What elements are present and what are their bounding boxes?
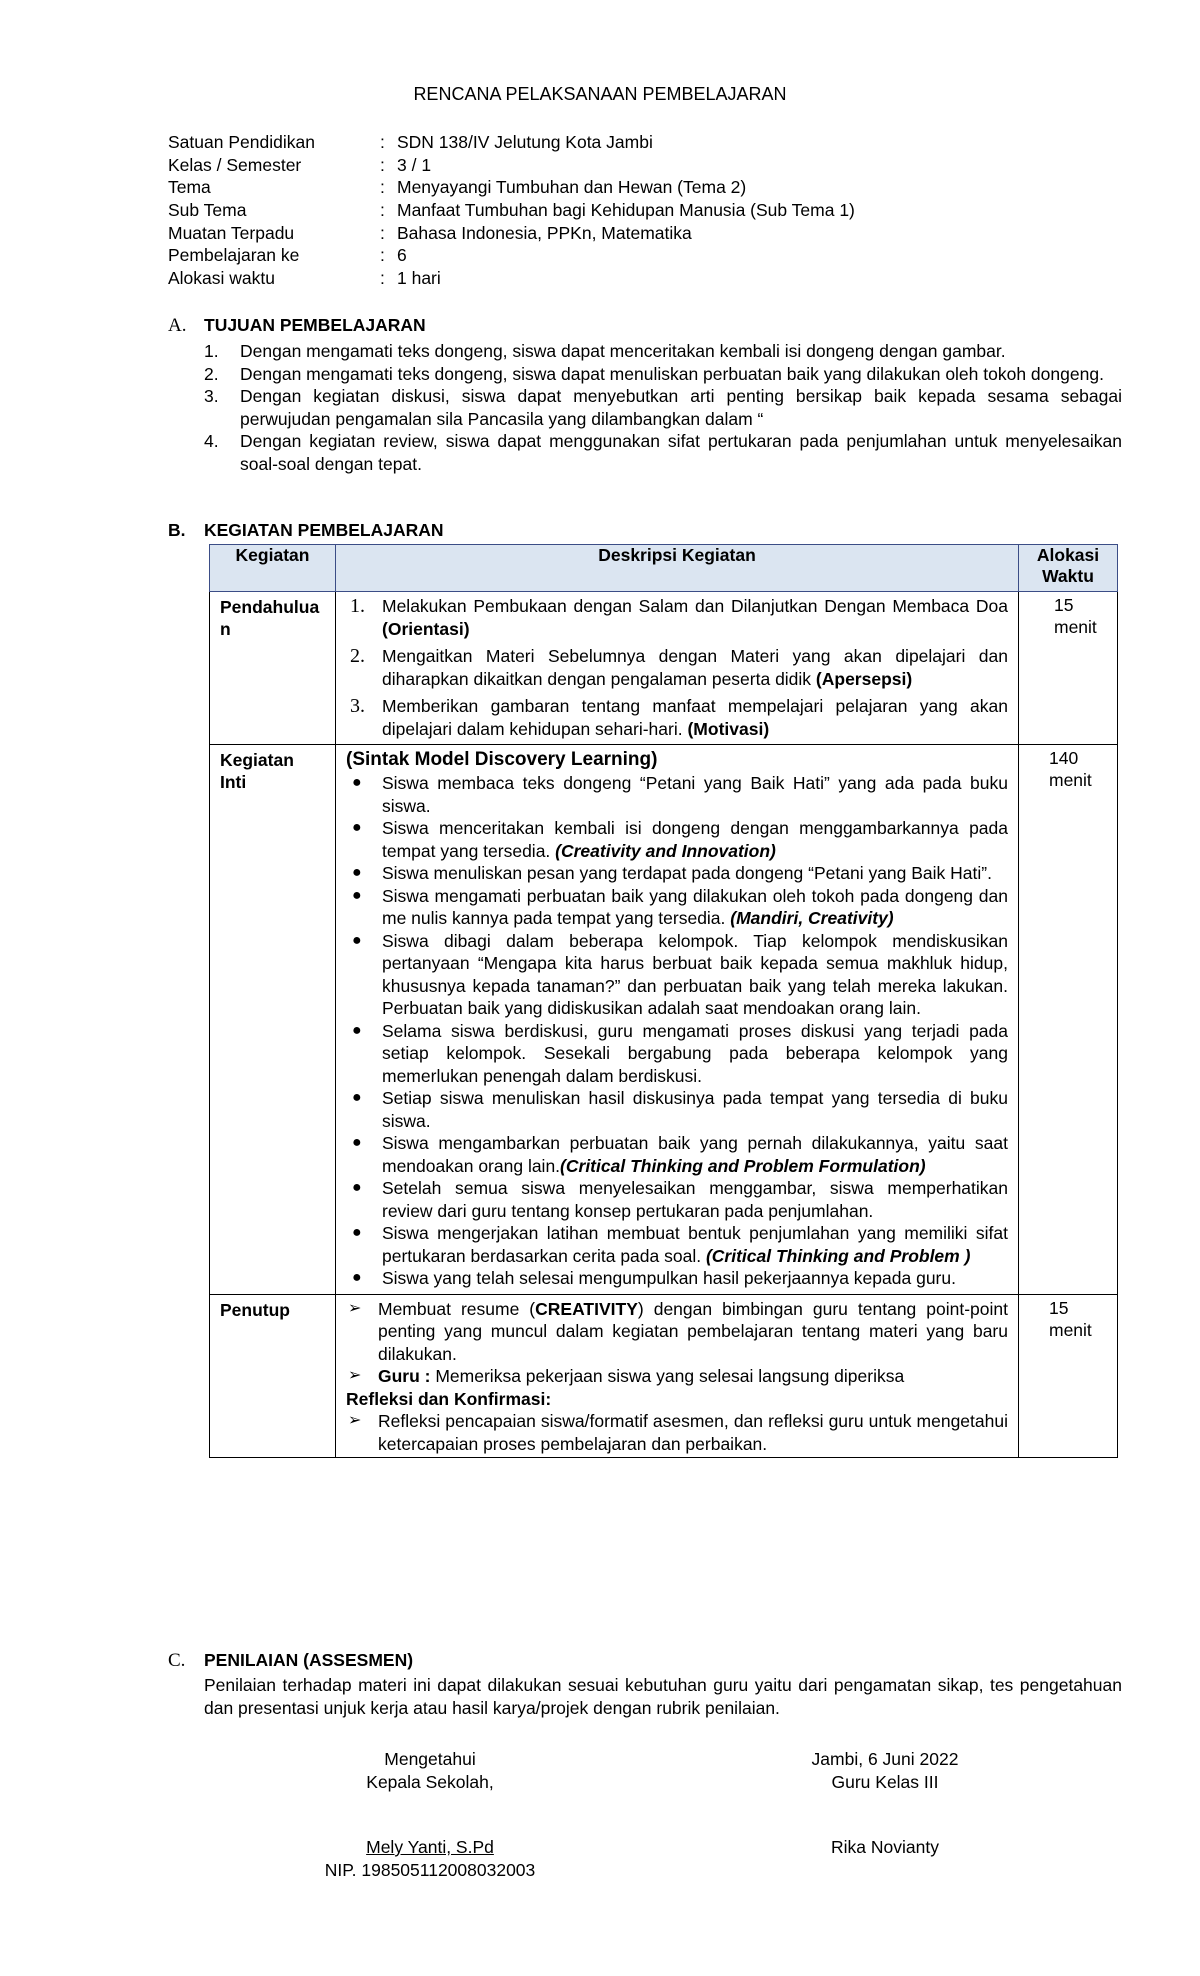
refleksi-heading: Refleksi dan Konfirmasi: (346, 1388, 552, 1409)
list-item: 1. Dengan mengamati teks dongeng, siswa dapat menceritakan kembali isi dongeng dengan gambar. (204, 341, 1006, 361)
list-item: ➢ Guru : Memeriksa pekerjaan siswa yang selesai langsung diperiksa (348, 1366, 905, 1386)
list-item: ● Siswa menceritakan kembali isi dongeng dengan menggambarkannya pada tempat yang tersedia. (Creativity and Innovation) (352, 818, 1008, 861)
identity-label: Alokasi waktu (168, 268, 275, 289)
identity-row: Tema : Menyayangi Tumbuhan dan Hewan (Tema 2) (168, 177, 747, 198)
identity-row: Muatan Terpadu : Bahasa Indonesia, PPKn, Matematika (168, 222, 692, 243)
list-item: 2. Dengan mengamati teks dongeng, siswa dapat menuliskan perbuatan baik yang dilakukan oleh tokoh dongeng. (204, 363, 1104, 384)
table-header-row (210, 545, 1118, 592)
identity-value: Bahasa Indonesia, PPKn, Matematika (397, 222, 692, 243)
inti-subheading: (Sintak Model Discovery Learning) (346, 749, 658, 770)
kegiatan-label: Pendahuluan (220, 597, 320, 639)
list-item: 3. Dengan kegiatan diskusi, siswa dapat menyebutkan arti penting bersikap baik kepada sesama sebagai perwujudan pengamalan sila Pancasila yang dilambangkan dalam “ (204, 386, 1122, 429)
inti-desc (336, 745, 1018, 1294)
signature-left-nip: NIP. 198505112008032003 (324, 1860, 536, 1880)
section-title: KEGIATAN PEMBELAJARAN (204, 520, 444, 540)
signature-right: Jambi, 6 Juni 2022 Guru Kelas III (811, 1749, 959, 1792)
penilaian-text: Penilaian terhadap materi ini dapat dilakukan sesuai kebutuhan guru yaitu dari pengamatan sikap, tes pengetahuan dan presentasi unjuk kerja atau hasil karya/projek dengan rubrik penilaian. (204, 1675, 1122, 1718)
section-title: PENILAIAN (ASSESMEN) (204, 1650, 414, 1670)
identity-label: Satuan Pendidikan (168, 132, 315, 152)
identity-value: Manfaat Tumbuhan bagi Kehidupan Manusia (Sub Tema 1) (397, 200, 855, 221)
identity-row: Alokasi waktu : 1 hari (168, 268, 441, 289)
section-letter: B. (168, 520, 186, 540)
identity-row: Pembelajaran ke : 6 (168, 245, 407, 266)
list-item: ● Siswa yang telah selesai mengumpulkan hasil pekerjaannya kepada guru. (352, 1268, 956, 1288)
alokasi-value: 140 menit (1049, 748, 1092, 790)
tujuan-list (204, 340, 1122, 475)
list-item: ● Siswa menuliskan pesan yang terdapat pada dongeng “Petani yang Baik Hati”. (352, 863, 992, 883)
table-row (210, 592, 1118, 745)
arrow-icon: ➢ (348, 1299, 362, 1317)
list-item: ● Selama siswa berdiskusi, guru mengamati proses diskusi yang terjadi pada setiap kelompok. Sesekali bergabung pada beberapa kelompok yang memerlukan penengah dalam berdiskusi. (352, 1020, 1008, 1086)
list-item: ➢ Membuat resume (CREATIVITY) dengan bimbingan guru tentang point-point penting yang muncul dalam kegiatan pembelajaran tentang materi yang baru dilakukan. (348, 1298, 1009, 1364)
list-item: ➢ Refleksi pencapaian siswa/formatif asesmen, dan refleksi guru untuk mengetahui ketercapaian proses pembelajaran dan perbaikan. (348, 1411, 1008, 1454)
table-row (210, 1294, 1118, 1458)
kegiatan-label: Kegiatan Inti (220, 750, 294, 792)
identity-label: Pembelajaran ke (168, 245, 300, 266)
identity-label: Kelas / Semester (168, 154, 302, 175)
list-item: ● Siswa dibagi dalam beberapa kelompok. Tiap kelompok mendiskusikan pertanyaan “Mengapa kita harus berbuat baik kepada semua makhluk hidup, khususnya kepada tanaman?” dan perbuatan baik yang telah mereka lakukan. Perbuatan baik yang didiskusikan adalah saat mendoakan orang lain. (352, 930, 1008, 1018)
signature-right-name: Rika Novianty (831, 1837, 939, 1857)
list-item: 4. Dengan kegiatan review, siswa dapat menggunakan sifat pertukaran pada penjumlahan untuk menyelesaikan soal-soal dengan tepat. (204, 431, 1122, 474)
list-item: 3. Memberikan gambaran tentang manfaat mempelajari pelajaran yang akan dipelajari dalam kehidupan sehari-hari. (Motivasi) (350, 695, 1008, 739)
identity-row: Sub Tema : Manfaat Tumbuhan bagi Kehidupan Manusia (Sub Tema 1) (168, 200, 855, 221)
identity-row: Kelas / Semester : 3 / 1 (168, 154, 432, 175)
section-letter: C. (168, 1650, 186, 1671)
alokasi-value: 15 menit (1054, 595, 1097, 637)
identity-label: Tema (168, 177, 211, 198)
arrow-icon: ➢ (348, 1367, 362, 1384)
identity-value: 6 (397, 245, 407, 266)
table-row (210, 745, 1118, 1295)
identity-label: Muatan Terpadu (168, 222, 295, 243)
header-deskripsi: Deskripsi Kegiatan (336, 545, 1019, 592)
identity-row: Satuan Pendidikan : SDN 138/IV Jelutung Kota Jambi (168, 132, 653, 152)
list-item: ● Siswa mengambarkan perbuatan baik yang pernah dilakukannya, yaitu saat mendoakan orang lain.(Critical Thinking and Problem Formulation) (352, 1133, 1008, 1176)
kegiatan-table (209, 544, 1118, 1458)
kegiatan-label: Penutup (220, 1299, 290, 1320)
list-item: ● Siswa membaca teks dongeng “Petani yang Baik Hati” yang ada pada buku siswa. (352, 773, 1008, 816)
section-b-heading (168, 520, 444, 541)
list-item: 1. Melakukan Pembukaan dengan Salam dan Dilanjutkan Dengan Membaca Doa (Orientasi) (350, 595, 1008, 639)
arrow-icon: ➢ (348, 1412, 362, 1429)
pendahuluan-desc (336, 592, 1018, 744)
list-item: 2. Mengaitkan Materi Sebelumnya dengan Materi yang akan dipelajari dan diharapkan dikaitkan dengan pengalaman peserta didik (Apersepsi) (350, 645, 1008, 689)
list-item: ● Setiap siswa menuliskan hasil diskusinya pada tempat yang tersedia di buku siswa. (352, 1088, 1008, 1131)
identity-block (168, 131, 855, 290)
penutup-desc (336, 1295, 1018, 1458)
signature-left-name: Mely Yanti, S.Pd (366, 1837, 494, 1857)
list-item: ● Setelah semua siswa menyelesaikan menggambar, siswa memperhatikan review dari guru tentang konsep pertukaran pada penjumlahan. (352, 1178, 1008, 1221)
header-kegiatan: Kegiatan (210, 545, 336, 592)
identity-value: 1 hari (397, 268, 441, 289)
identity-value: SDN 138/IV Jelutung Kota Jambi (397, 132, 653, 152)
identity-value: Menyayangi Tumbuhan dan Hewan (Tema 2) (397, 177, 747, 198)
section-c-heading (168, 1650, 413, 1672)
signature-left: Mengetahui Kepala Sekolah, (366, 1749, 494, 1792)
section-a-heading (168, 315, 426, 337)
list-item: ● Siswa mengerjakan latihan membuat bentuk penjumlahan yang memiliki sifat pertukaran berdasarkan cerita pada soal. (Critical Thinking and Problem ) (352, 1223, 1008, 1266)
identity-value: 3 / 1 (397, 154, 432, 175)
header-alokasi: Alokasi Waktu (1019, 545, 1118, 592)
section-title: TUJUAN PEMBELAJARAN (204, 315, 426, 335)
identity-label: Sub Tema (168, 200, 247, 221)
alokasi-value: 15 menit (1049, 1297, 1092, 1340)
list-item: ● Siswa mengamati perbuatan baik yang dilakukan oleh tokoh pada dongeng dan me nulis kannya pada tempat yang tersedia. (Mandiri, Creativity) (352, 885, 1008, 928)
document-title: RENCANA PELAKSANAAN PEMBELAJARAN (413, 84, 787, 104)
section-letter: A. (168, 315, 187, 336)
